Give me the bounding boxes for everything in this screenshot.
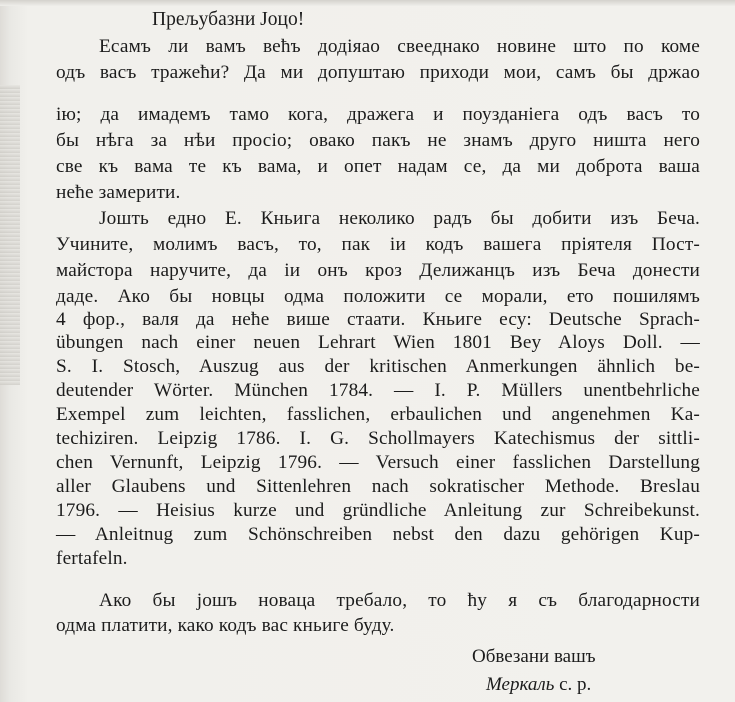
binding-shadow <box>0 85 20 385</box>
text-line: aller Glaubens und Sittenlehren nach sokratischer Methode. Breslau <box>56 476 700 497</box>
text-line: — Anleitnug zum Schönschreiben nebst den dazu gehörigen Kup- <box>56 524 700 545</box>
text-line: 1796. — Heisius kurze und gründliche Anleitung zur Schreibekunst. <box>56 500 700 521</box>
text-line: fertafeln. <box>56 548 128 569</box>
text-line: Есамъ ли вамъ већъ додіяао свееднако новине што по коме <box>99 36 700 57</box>
text-line: све къ вама те къ вама, и опет надам се, да ми доброта ваша <box>56 156 700 177</box>
page-top-edge <box>0 0 735 6</box>
signature <box>486 672 591 698</box>
closing: Обвезани вашъ <box>472 646 596 667</box>
text-line: Јошть едно Е. Кньига неколико радъ бы добити изъ Беча. <box>99 208 700 229</box>
text-line: Ако бы јошъ новаца требало, то ћу я съ благодарности <box>99 590 700 611</box>
signature-name: Меркаль <box>486 674 555 695</box>
text-line: Exempel zum leichten, fasslichen, erbaulichen und angenehmen Ka- <box>56 404 700 425</box>
text-line: S. I. Stosch, Auszug aus der kritischen Anmerkungen ähnlich be- <box>56 356 700 377</box>
text-line: одъ васъ тражећи? Да ми допуштаю приходи мои, самъ бы држао <box>56 62 700 83</box>
text-line: Учините, молимъ васъ, то, пак іи кодъ вашега пріятеля Пост- <box>56 234 700 255</box>
signature-suffix: с. р. <box>559 674 592 695</box>
text-line: übungen nach einer neuen Lehrart Wien 1801 Bey Aloys Doll. — <box>56 332 700 353</box>
text-line: techiziren. Leipzig 1786. I. G. Schollmayers Katechismus der sittli- <box>56 428 700 449</box>
text-line: ію; да имадемъ тамо кога, дражега и поузданіега одъ васъ то <box>56 104 700 125</box>
text-line: майстора наручите, да іи онъ кроз Делижанцъ изъ Беча донести <box>56 260 700 281</box>
text-line: deutender Wörter. München 1784. — I. P. Müllers unentbehrliche <box>56 380 700 401</box>
text-line: chen Vernunft, Leipzig 1796. — Versuch einer fasslichen Darstellung <box>56 452 700 473</box>
text-line: неће замерити. <box>56 182 181 203</box>
text-line: 4 фор., валя да неће више стаати. Кньиге есу: Deutsche Sprach- <box>56 309 700 330</box>
text-line: бы нѣга за нѣи просіо; овако пакъ не знамъ друго ништа него <box>56 130 700 151</box>
salutation: Прељубазни Јоцо! <box>152 9 305 30</box>
text-line: одма платити, како кодъ вас кньиге буду. <box>56 615 395 636</box>
text-line: даде. Ако бы новцы одма положити се морали, ето пошилямъ <box>56 286 700 307</box>
